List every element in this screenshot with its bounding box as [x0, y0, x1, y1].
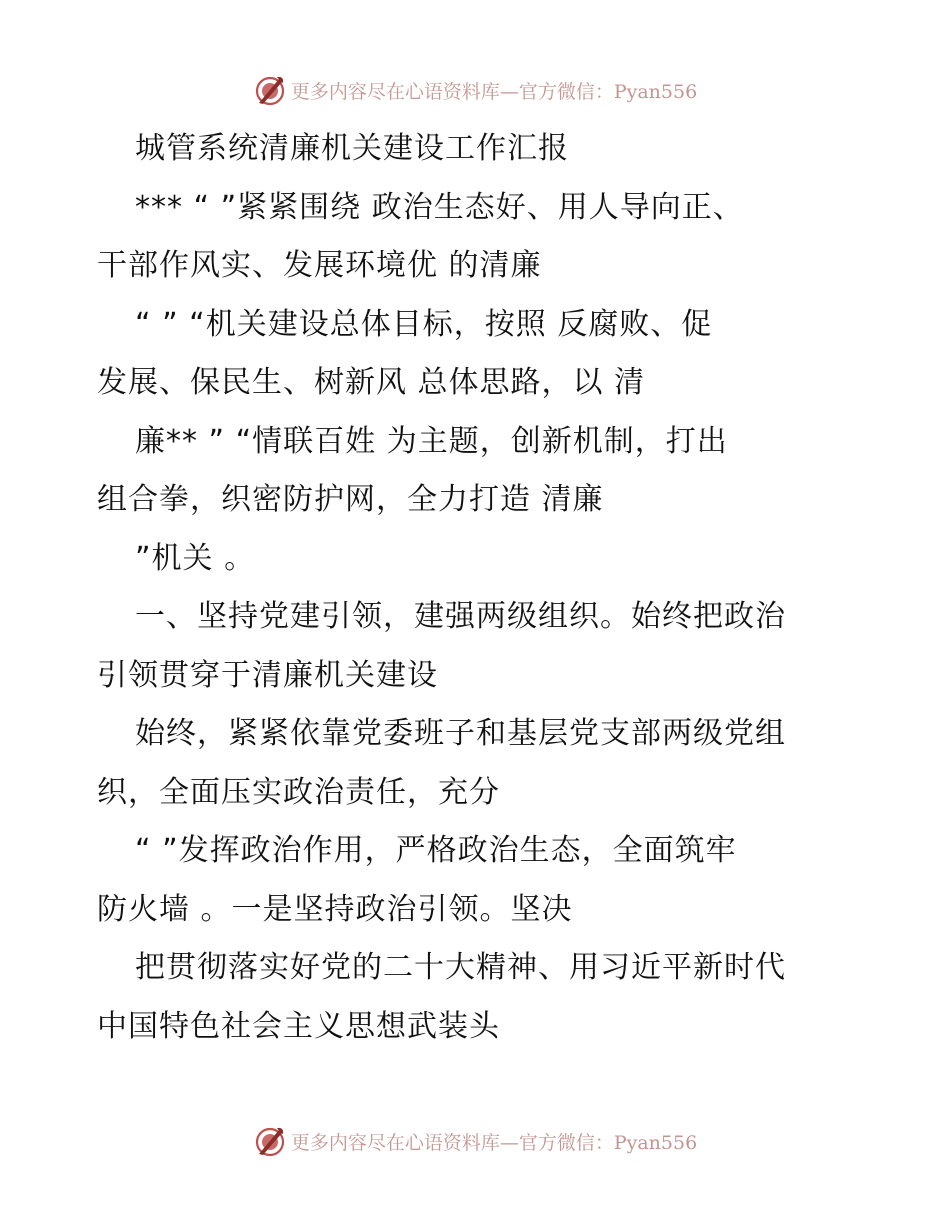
text-line: 始终，紧紧依靠党委班子和基层党支部两级党组	[135, 716, 786, 751]
document-body	[97, 120, 867, 1056]
text-line: ”机关 。	[135, 540, 256, 576]
text-line: “ ” “机关建设总体目标，按照 反腐败、促	[135, 306, 713, 342]
text-line: 把贯彻落实好党的二十大精神、用习近平新时代	[135, 950, 786, 985]
quill-seal-logo-icon	[253, 1124, 287, 1158]
text-line: 中国特色社会主义思想武装头	[97, 1008, 500, 1044]
text-line: 引领贯穿于清廉机关建设	[97, 657, 438, 693]
text-line: 组合拳，织密防护网，全力打造 清廉	[97, 482, 604, 517]
watermark-text: 更多内容尽在心语资料库—官方微信：Pyan556	[290, 80, 698, 103]
text-line: 防火墙 。一是坚持政治引领。坚决	[97, 891, 573, 927]
text-line: 织，全面压实政治责任，充分	[97, 774, 500, 810]
text-line: 干部作风实、发展环境优 的清廉	[97, 248, 542, 283]
header-watermark	[0, 70, 950, 110]
watermark-text: 更多内容尽在心语资料库—官方微信：Pyan556	[290, 1131, 698, 1154]
text-line: “ ”发挥政治作用，严格政治生态，全面筑牢	[135, 833, 737, 868]
text-line: 发展、保民生、树新风 总体思路，以 清	[97, 365, 646, 400]
text-line: 城管系统清廉机关建设工作汇报	[135, 131, 569, 166]
text-line: 一、坚持党建引领，建强两级组织。始终把政治	[135, 599, 786, 634]
text-line: *** “ ”紧紧围绕 政治生态好、用人导向正、	[135, 189, 744, 225]
quill-seal-logo-icon	[253, 73, 287, 107]
text-line: 廉** ” “情联百姓 为主题，创新机制，打出	[135, 423, 728, 459]
footer-watermark	[0, 1121, 950, 1161]
